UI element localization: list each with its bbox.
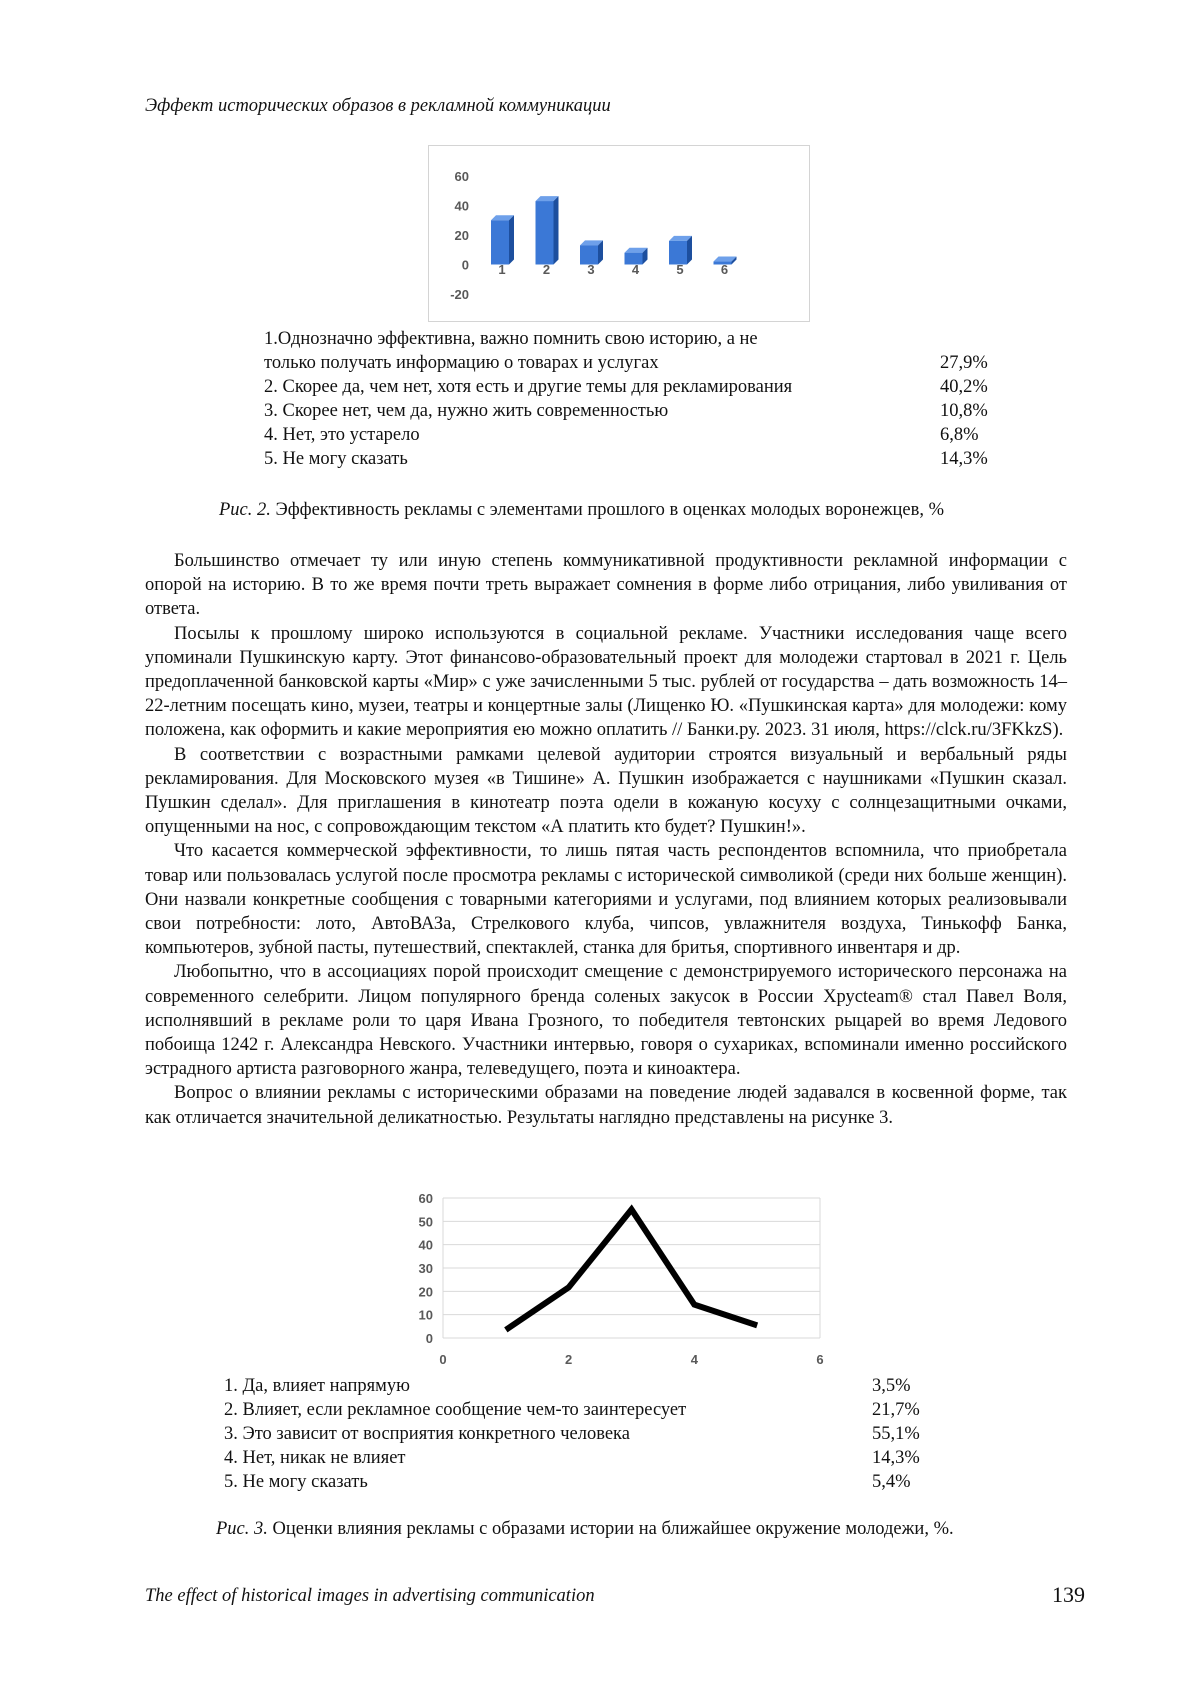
legend-label: 3. Это зависит от восприятия конкретного человека (224, 1424, 630, 1444)
figure3-caption-text: Оценки влияния рекламы с образами истории на ближайшее окружение молодежи, %. (267, 1519, 954, 1539)
body-text (145, 549, 1067, 1130)
bar (491, 220, 509, 264)
y-tick-label: -20 (450, 287, 469, 302)
x-tick-label: 4 (690, 1352, 698, 1367)
legend-label: только получать информацию о товарах и услугах (264, 353, 659, 373)
legend-row (224, 1470, 964, 1494)
y-tick-label: 40 (454, 198, 469, 214)
bar (669, 241, 687, 265)
x-tick-label: 2 (565, 1352, 573, 1367)
x-tick-label: 3 (587, 262, 595, 277)
legend-value: 14,3% (940, 449, 988, 469)
figure2-caption (219, 500, 944, 521)
legend-label: 4. Нет, это устарело (264, 425, 420, 445)
page-number: 139 (1052, 1582, 1085, 1607)
bar-chart (428, 145, 810, 322)
y-tick-label: 10 (418, 1307, 433, 1323)
y-tick-label: 20 (418, 1284, 433, 1300)
legend-label: 5. Не могу сказать (224, 1472, 368, 1492)
legend-value: 27,9% (940, 353, 988, 373)
bar-side-face (687, 236, 692, 265)
bar-side-face (509, 215, 514, 264)
legend-label: 3. Скорее нет, чем да, нужно жить современностью (264, 401, 669, 421)
legend-label: 5. Не могу сказать (264, 449, 408, 469)
legend-value: 55,1% (872, 1424, 920, 1444)
legend-value: 6,8% (940, 425, 979, 445)
legend-value: 5,4% (872, 1472, 911, 1492)
paragraph: Любопытно, что в ассоциациях порой происходит смещение с демонстрируемого исторического персонажа на современного селебрити. Лицом популярного бренда соленых закусок в России Хрусteam® стал Павел Воля, исполнявший в рекламе роли то царя Ивана Грозного, то победителя тевтонских рыцарей во время Ледового побоища 1242 г. Александра Невского. Участники интервью, говоря о сухариках, вспоминали именно российского эстрадного артиста разговорного жанра, телеведущего, поэта и киноактера. (145, 962, 1067, 1080)
paragraph: Большинство отмечает ту или иную степень коммуникативной продуктивности рекламной информации с опорой на историю. В то же время почти треть выражает сомнения в форме либо отрицания, либо увиливания от ответа. (145, 551, 1067, 620)
x-tick-label: 0 (439, 1352, 447, 1367)
legend-value: 21,7% (872, 1400, 920, 1420)
x-tick-label: 6 (816, 1352, 824, 1367)
legend-value: 10,8% (940, 401, 988, 421)
legend-row (224, 1446, 964, 1470)
legend-label: 1.Однозначно эффективна, важно помнить свою историю, а не (264, 329, 758, 349)
paragraph: В соответствии с возрастными рамками целевой аудитории строятся визуальный и вербальный ряды рекламирования. Для Московского музея «в Тишине» А. Пушкин изображается с наушниками «Пушкин сказал. Пушкин сделал». Для приглашения в кинотеатр поэта одели в кожаную косуху с солнцезащитными очками, опущенными на нос, с сопровождающим текстом «А платить кто будет? Пушкин!». (145, 744, 1067, 838)
figure2-caption-label: Рис. 2. (219, 500, 271, 520)
x-tick-label: 6 (720, 262, 729, 277)
legend-value: 40,2% (940, 377, 988, 397)
paragraph: Вопрос о влиянии рекламы с историческими образами на поведение людей задавался в косвенной форме, так как отличается значительной деликатностью. Результаты наглядно представлены на рисунке 3. (145, 1083, 1067, 1128)
series-line (506, 1209, 757, 1329)
legend-label: 1. Да, влияет напрямую (224, 1376, 410, 1396)
y-tick-label: 30 (418, 1261, 433, 1276)
legend-row (264, 375, 1004, 399)
x-tick-label: 2 (542, 262, 551, 277)
legend-label: 2. Скорее да, чем нет, хотя есть и другие темы для рекламирования (264, 377, 793, 397)
legend-value: 14,3% (872, 1448, 920, 1468)
x-tick-label: 1 (498, 262, 506, 277)
figure3-caption-label: Рис. 3. (216, 1519, 268, 1539)
legend-label: 4. Нет, никак не влияет (224, 1448, 406, 1468)
legend-row (264, 423, 1004, 447)
paragraph: Посылы к прошлому широко используются в социальной рекламе. Участники исследования чаще всего упоминали Пушкинскую карту. Этот финансово-образовательный проект для молодежи стартовал в 2021 г. Цель предоплаченной банковской карты «Мир» с уже зачисленными 5 тыс. рублей от государства – дать возможность 14–22-летним посещать кино, музеи, театры и концертные залы (Лищенко Ю. «Пушкинская карта» для молодежи: кому положена, как оформить и какие мероприятия ею можно оплатить // Банки.ру. 2023. 31 июля, https://clck.ru/3FKkzS). (145, 623, 1067, 741)
y-tick-label: 20 (454, 228, 469, 243)
legend-row (264, 399, 1004, 423)
legend-row (264, 447, 1004, 471)
figure2-legend (264, 327, 1004, 471)
bar-chart-svg (429, 146, 809, 321)
legend-row (264, 351, 1004, 375)
footer-journal-title: The effect of historical images in advertising communication (145, 1586, 595, 1606)
figure2-caption-text: Эффективность рекламы с элементами прошлого в оценках молодых воронежцев, % (270, 500, 945, 520)
paragraph: Что касается коммерческой эффективности, то лишь пятая часть респондентов вспомнила, что приобретала товар или пользовалась услугой после просмотра рекламы с исторической символикой (среди них больше женщин). Они назвали конкретные сообщения с товарными категориями и услугами, под влиянием которых реализовывали свои потребности: лото, АвтоВАЗа, Стрелкового клуба, чипсов, увлажнителя воздуха, Тинькофф Банка, компьютеров, зубной пасты, путешествий, спектаклей, станка для бритья, спортивного инвентаря и др. (145, 841, 1067, 959)
x-tick-label: 4 (631, 262, 640, 277)
bar-side-face (554, 196, 559, 264)
y-tick-label: 60 (454, 169, 469, 184)
y-tick-label: 0 (425, 1331, 433, 1346)
legend-row (224, 1422, 964, 1446)
legend-value: 3,5% (872, 1376, 911, 1396)
legend-row (264, 327, 1004, 351)
y-tick-label: 0 (461, 257, 469, 273)
line-chart (405, 1188, 825, 1368)
legend-row (224, 1398, 964, 1422)
y-tick-label: 60 (418, 1191, 433, 1206)
legend-label: 2. Влияет, если рекламное сообщение чем-то заинтересует (224, 1400, 687, 1420)
x-tick-label: 5 (676, 262, 684, 277)
line-chart-svg (405, 1188, 825, 1368)
figure3-legend (224, 1374, 964, 1494)
y-tick-label: 40 (418, 1237, 433, 1253)
y-tick-label: 50 (418, 1214, 433, 1230)
running-header: Эффект исторических образов в рекламной коммуникации (145, 96, 611, 116)
figure3-caption (216, 1519, 954, 1540)
legend-row (224, 1374, 964, 1398)
bar (536, 201, 554, 264)
